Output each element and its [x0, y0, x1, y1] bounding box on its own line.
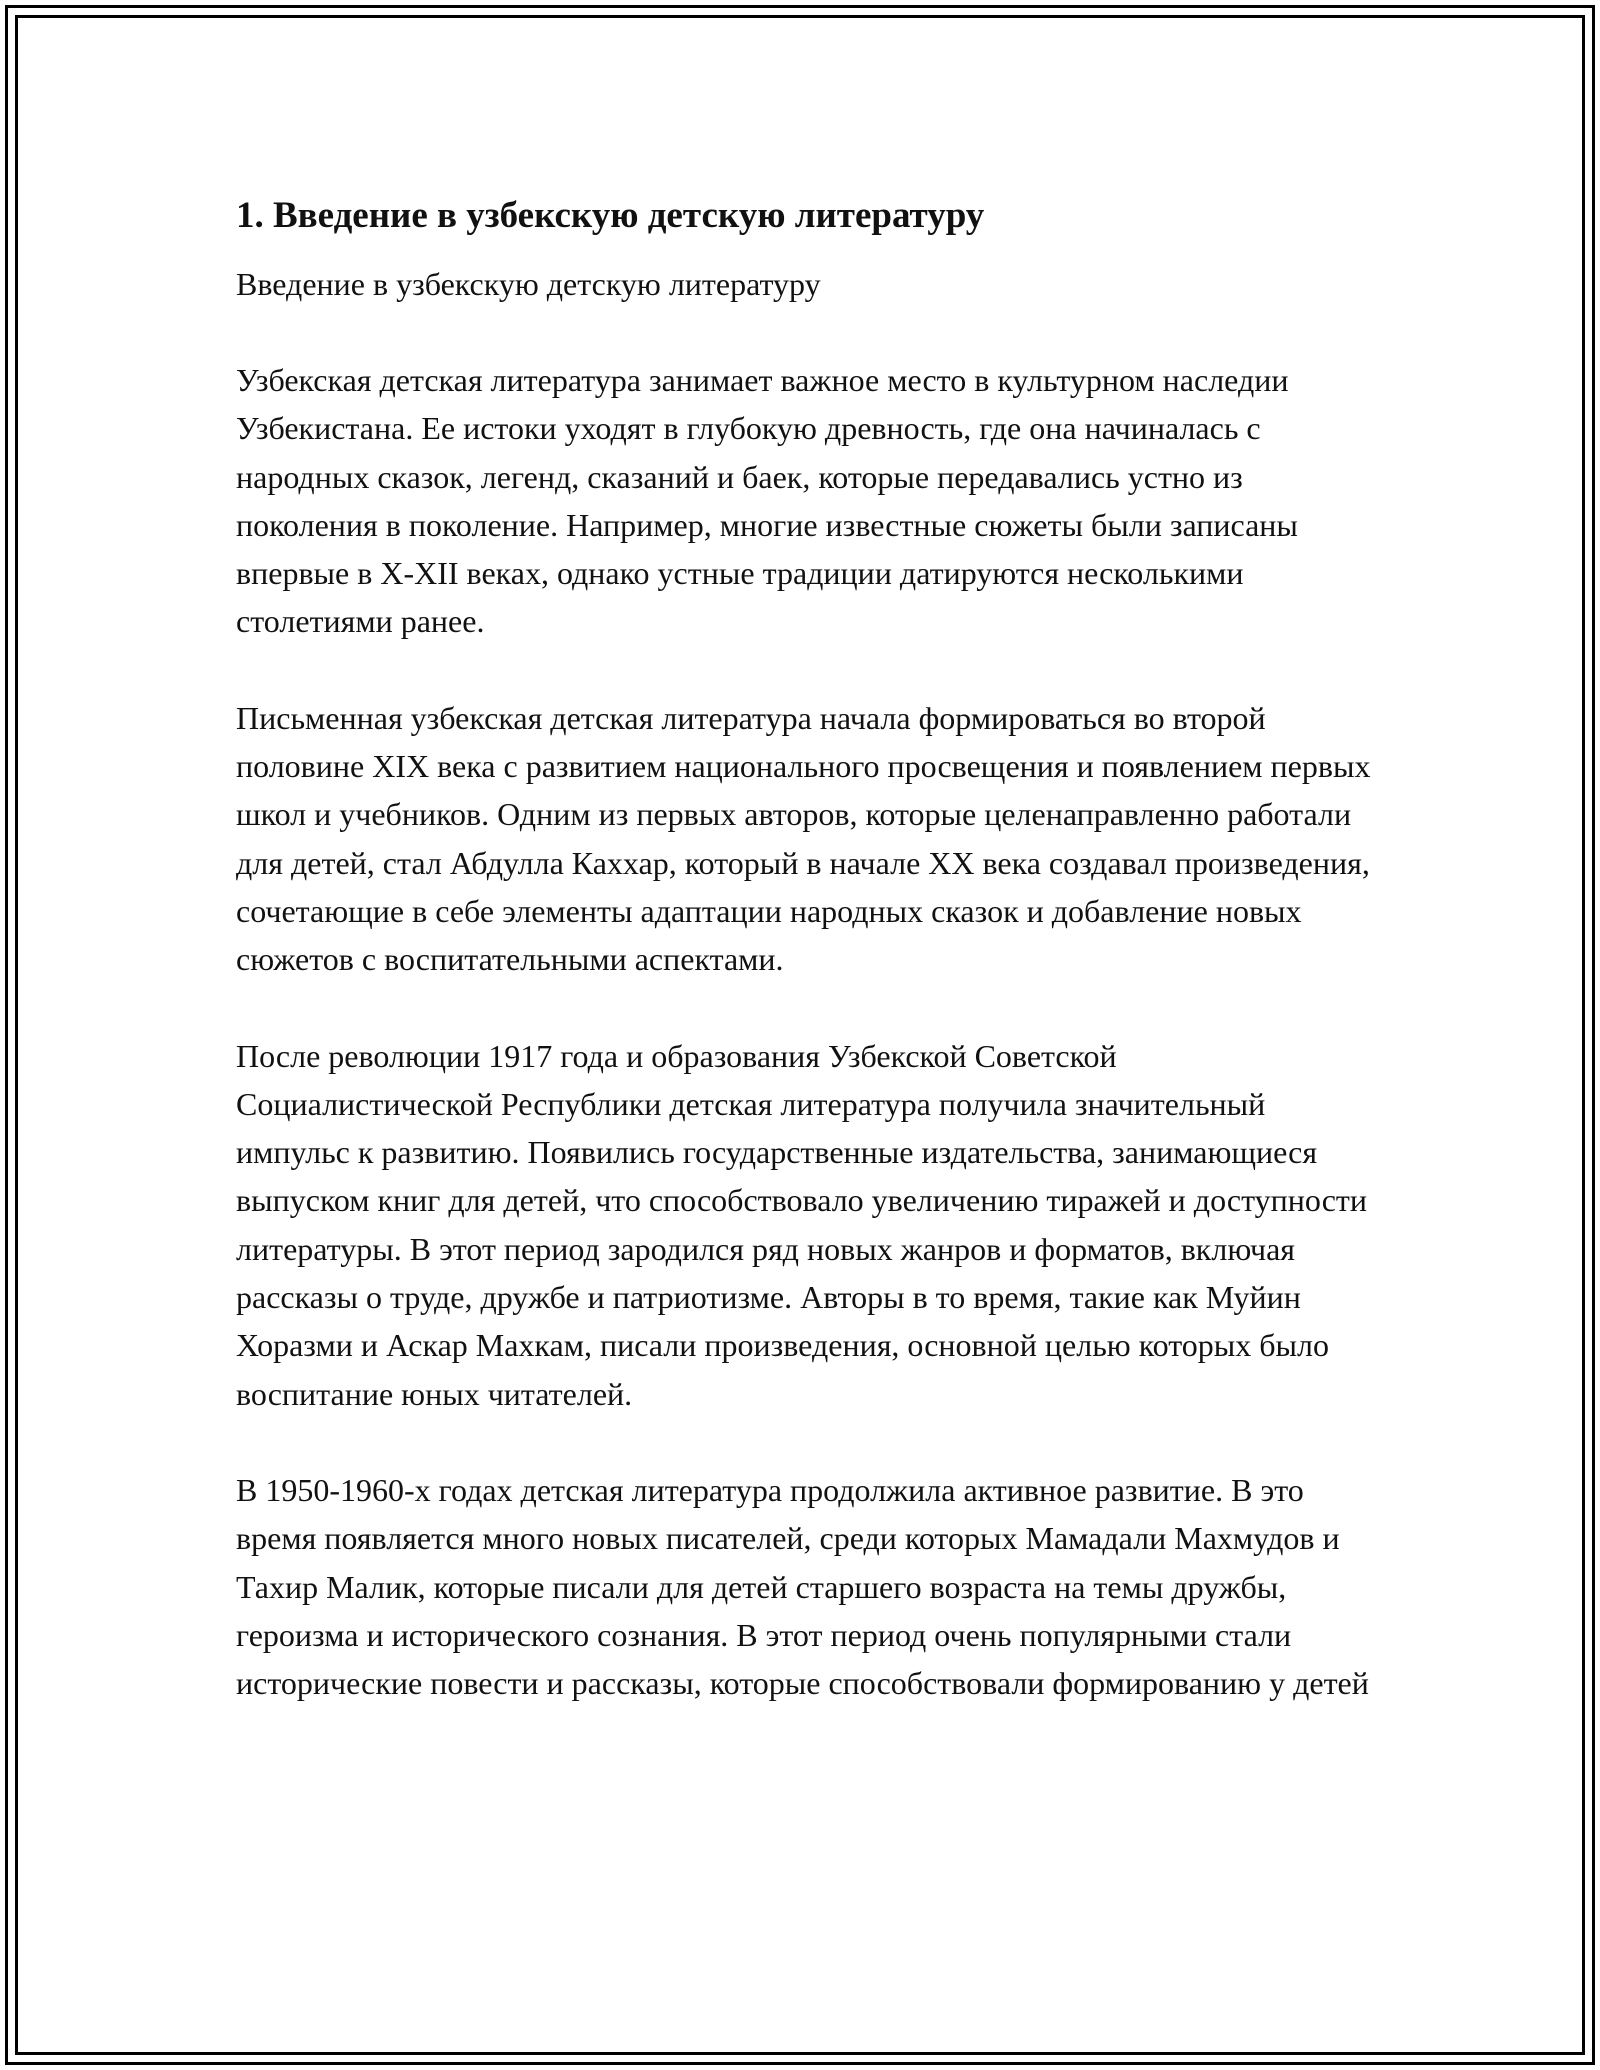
document-body — [236, 188, 1376, 1707]
paragraph-2: Письменная узбекская детская литература начала формироваться во второй половине XIX века с развитием национального просвещения и появлением первых школ и учебников. Одним из первых авторов, которые целенаправленно работали для детей, стал Абдулла Каххар, который в начале XX века создавал произведения, сочетающие в себе элементы адаптации народных сказок и добавление новых сюжетов с воспитательными аспектами. — [236, 699, 1371, 978]
section-subtitle: Введение в узбекскую детскую литературу — [236, 266, 821, 302]
paragraph-1: Узбекская детская литература занимает важное место в культурном наследии Узбекистана. Ее истоки уходят в глубокую древность, где она начиналась с народных сказок, легенд, сказаний и баек, которые передавались устно из поколения в поколение. Например, многие известные сюжеты были записаны впервые в X-XII веках, однако устные традиции датируются несколькими столетиями ранее. — [236, 362, 1298, 640]
paragraph-4: В 1950-1960-х годах детская литература продолжила активное развитие. В это время появляется много новых писателей, среди которых Мамадали Махмудов и Тахир Малик, которые писали для детей старшего возраста на темы дружбы, героизма и исторического сознания. В этот период очень популярными стали исторические повести и рассказы, которые способствовали формированию у детей — [236, 1471, 1369, 1702]
paragraph-3: После революции 1917 года и образования Узбекской Советской Социалистической Республики детская литература получила значительный импульс к развитию. Появились государственные издательства, занимающиеся выпуском книг для детей, что способствовало увеличению тиражей и доступности литературы. В этот период зародился ряд новых жанров и форматов, включая рассказы о труде, дружбе и патриотизме. Авторы в то время, такие как Муйин Хоразми и Аскар Махкам, писали произведения, основной целью которых было воспитание юных читателей. — [236, 1037, 1367, 1412]
section-heading: 1. Введение в узбекскую детскую литературу — [236, 195, 985, 236]
